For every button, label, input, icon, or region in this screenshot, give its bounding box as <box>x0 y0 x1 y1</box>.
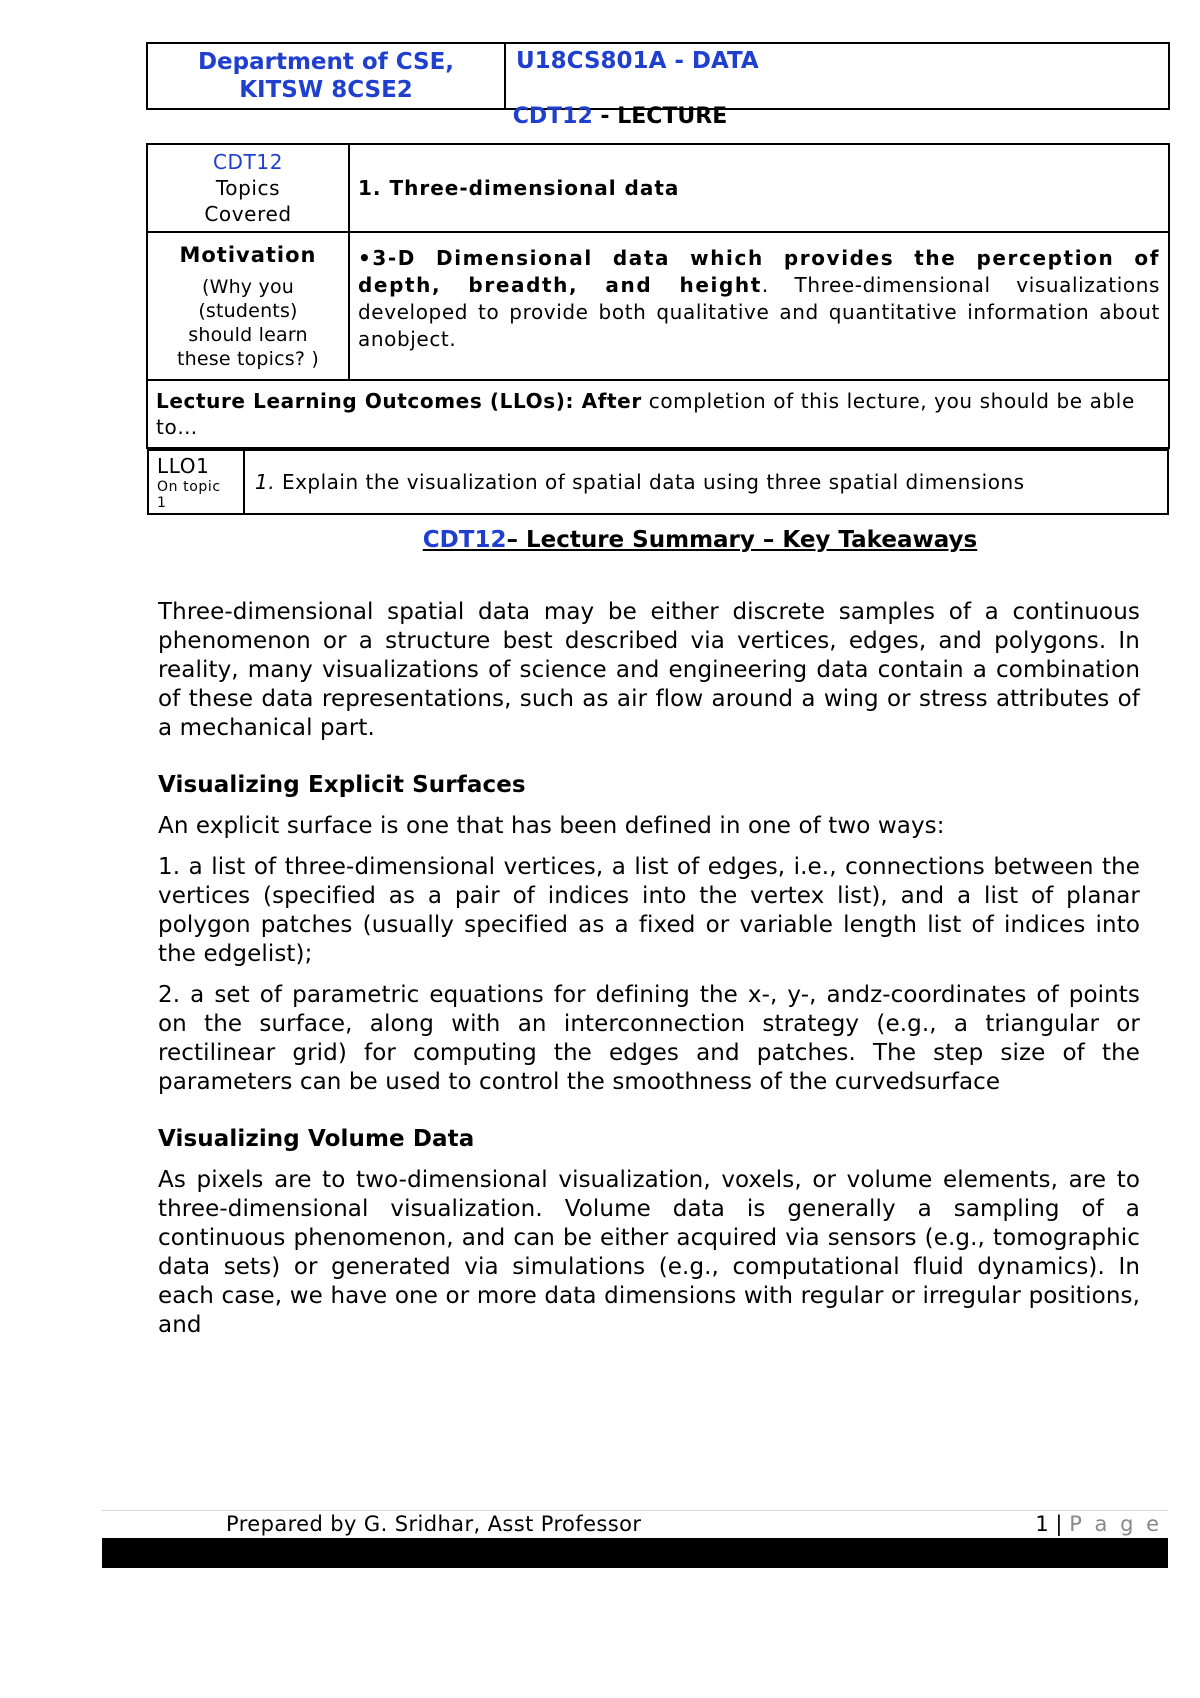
motivation-text: . Three-dimensional visualizations developed to provide both qualitative and quantitative information about anobject. <box>358 273 1160 351</box>
lecture-info-table <box>146 143 1170 515</box>
llo-row-wrapper <box>147 448 1169 515</box>
footer-prepared-by: Prepared by G. Sridhar, Asst Professor <box>226 1512 642 1536</box>
summary-code: CDT12 <box>422 527 507 553</box>
section-volume-data-text: As pixels are to two-dimensional visualization, voxels, or volume elements, are to three-dimensional visualization. Volume data is generally a sampling of a continuous phenomenon, and can be either acquired via sensors (e.g., tomographic data sets) or generated via simulations (e.g., computational fluid dynamics). In each case, we have one or more data dimensions with regular or irregular positions, and <box>158 1167 1140 1338</box>
department-line1: Department of CSE, <box>197 49 455 75</box>
section-explicit-surfaces-title: Visualizing Explicit Surfaces <box>158 772 526 798</box>
topics-label-cell <box>147 144 349 232</box>
llo-table <box>147 449 1169 515</box>
llo-item-cell <box>244 450 1168 514</box>
lecture-title <box>0 104 1200 129</box>
llo-on-topic: On topic <box>157 479 221 495</box>
motivation-label-cell <box>147 232 349 380</box>
summary-title-rest: – Lecture Summary – Key Takeaways <box>506 527 978 553</box>
lecture-code: CDT12 <box>512 104 593 129</box>
page-number: 1 <box>1035 1512 1049 1536</box>
llo-item-text: Explain the visualization of spatial data using three spatial dimensions <box>275 470 1025 494</box>
page-separator: | <box>1048 1512 1070 1536</box>
motivation-bold: •3-D Dimensional data which provides the perception of depth, breadth, and height <box>358 246 1160 297</box>
motivation-sub3: should learn <box>188 324 308 346</box>
llo-heading: Lecture Learning Outcomes (LLOs): After <box>156 389 642 413</box>
llo-item-num: 1. <box>255 470 276 494</box>
summary-title <box>0 527 1200 553</box>
motivation-heading: Motivation <box>179 243 317 267</box>
topics-covered-cell: 1. Three-dimensional data <box>349 144 1169 232</box>
section-explicit-surfaces-item1: 1. a list of three-dimensional vertices, a list of edges, i.e., connections between the vertices (specified as a pair of indices into the vertex list), and a list of planar polygon patches (usually specified as a fixed or variable length list of indices into the edgelist); <box>158 854 1140 967</box>
summary-intro: Three-dimensional spatial data may be either discrete samples of a continuous phenomenon or a structure best described via vertices, edges, and polygons. In reality, many visualizations of science and engineering data contain a combination of these data representations, such as air flow around a wing or stress attributes of a mechanical part. <box>158 599 1140 741</box>
header-table <box>146 42 1170 110</box>
llo-heading-text: completion of this lecture, you should be able to… <box>156 389 1135 439</box>
llo-heading-cell <box>147 380 1169 448</box>
topics-label2: Covered <box>204 202 292 226</box>
motivation-sub4: these topics? ) <box>176 348 320 370</box>
department-cell <box>147 43 505 109</box>
section-volume-data-title: Visualizing Volume Data <box>158 1126 475 1152</box>
footer-page-number <box>1035 1512 1162 1536</box>
summary-body <box>158 598 1140 1340</box>
llo-topic-num: 1 <box>157 495 167 511</box>
lecture-title-rest: - LECTURE <box>592 104 728 129</box>
footer-black-bar <box>102 1538 1168 1568</box>
footer-divider <box>102 1510 1168 1511</box>
topics-code: CDT12 <box>212 150 284 174</box>
course-code-cell: U18CS801A - DATA <box>505 43 1169 109</box>
llo-code: LLO1 <box>157 454 210 478</box>
section-explicit-surfaces-intro: An explicit surface is one that has been defined in one of two ways: <box>158 813 945 839</box>
department-line2: KITSW 8CSE2 <box>239 77 413 103</box>
motivation-text-cell <box>349 232 1169 380</box>
page-label: P a g e <box>1069 1512 1162 1536</box>
motivation-sub1: (Why you <box>201 276 295 298</box>
llo-code-cell <box>148 450 244 514</box>
motivation-sub2: (students) <box>198 300 298 322</box>
section-explicit-surfaces-item2: 2. a set of parametric equations for defining the x-, y-, andz-coordinates of points on the surface, along with an interconnection strategy (e.g., a triangular or rectilinear grid) for computing the edges and patches. The step size of the parameters can be used to control the smoothness of the curvedsurface <box>158 982 1140 1095</box>
topics-label1: Topics <box>215 176 281 200</box>
